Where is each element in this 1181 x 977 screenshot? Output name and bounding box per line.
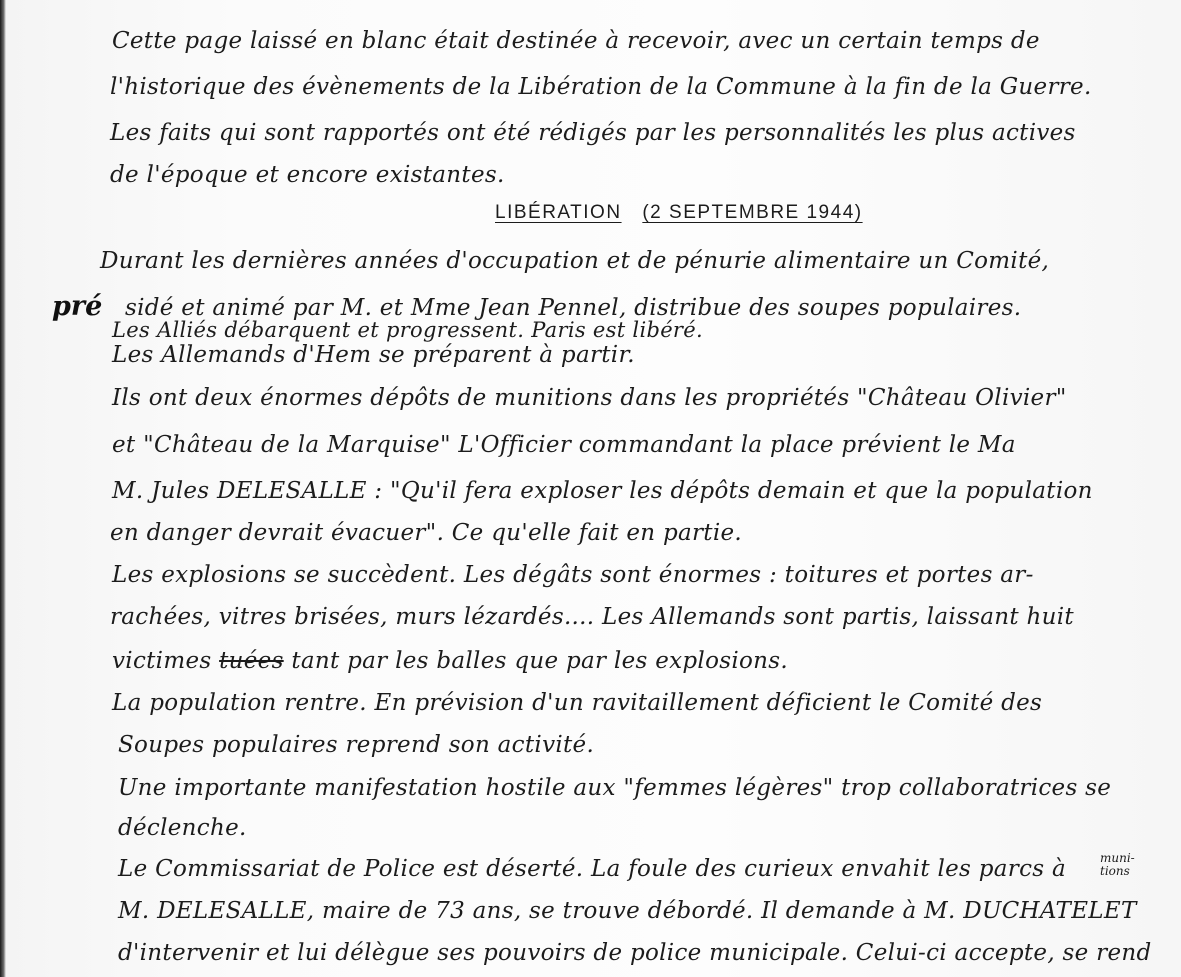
- struck-word: tuées: [219, 648, 284, 674]
- body-line-3: Les Alliés débarquent et progressent. Paris est libéré.: [112, 318, 703, 342]
- body-line-11: [112, 648, 788, 674]
- body-line-15: déclenche.: [118, 815, 247, 841]
- body-line-9: Les explosions se succèdent. Les dégâts sont énormes : toitures et portes ar-: [112, 562, 1034, 588]
- intro-line-1: Cette page laissé en blanc était destinée à recevoir, avec un certain temps de: [112, 28, 1040, 54]
- intro-line-4: de l'époque et encore existantes.: [110, 162, 505, 188]
- body-line-5: Ils ont deux énormes dépôts de munitions dans les propriétés "Château Olivier": [112, 385, 1067, 411]
- body-line-1: Durant les dernières années d'occupation et de pénurie alimentaire un Comité,: [100, 248, 1050, 274]
- body-line-2: sidé et animé par M. et Mme Jean Pennel, distribue des soupes populaires.: [125, 295, 1022, 321]
- body-line-10: rachées, vitres brisées, murs lézardés.... Les Allemands sont partis, laissant huit: [110, 604, 1074, 630]
- body-line-18: d'intervenir et lui délègue ses pouvoirs de police municipale. Celui-ci accepte, se rend: [118, 940, 1152, 966]
- victims-rest: tant par les balles que par les explosions.: [291, 648, 788, 674]
- body-line-4: Les Allemands d'Hem se préparent à partir.: [112, 342, 635, 368]
- body-line-8: en danger devrait évacuer". Ce qu'elle fait en partie.: [110, 520, 743, 546]
- body-line-17: M. DELESALLE, maire de 73 ans, se trouve débordé. Il demande à M. DUCHATELET: [118, 898, 1137, 924]
- superscript-line-1: muni-: [1100, 851, 1135, 865]
- body-line-6: et "Château de la Marquise" L'Officier commandant la place prévient le Ma: [112, 432, 1016, 458]
- title-date: (2 SEPTEMBRE 1944): [642, 202, 863, 223]
- body-line-12: La population rentre. En prévision d'un ravitaillement déficient le Comité des: [112, 690, 1043, 716]
- body-line-7: M. Jules DELESALLE : "Qu'il fera exploser les dépôts demain et que la population: [112, 478, 1093, 504]
- intro-line-2: l'historique des évènements de la Libération de la Commune à la fin de la Guerre.: [110, 74, 1092, 100]
- book-spine-shadow: [0, 0, 6, 977]
- margin-note: pré: [52, 291, 103, 322]
- body-line-14: Une importante manifestation hostile aux "femmes légères" trop collaboratrices se: [118, 775, 1112, 801]
- section-title: [495, 202, 863, 224]
- title-liberation: LIBÉRATION: [495, 202, 622, 223]
- victims-word: victimes: [112, 648, 212, 674]
- body-line-16: Le Commissariat de Police est déserté. La foule des curieux envahit les parcs à: [118, 856, 1067, 882]
- body-line-13: Soupes populaires reprend son activité.: [118, 732, 595, 758]
- intro-line-3: Les faits qui sont rapportés ont été rédigés par les personnalités les plus actives: [110, 120, 1076, 146]
- superscript-note: [1100, 852, 1135, 878]
- superscript-line-2: tions: [1100, 864, 1130, 878]
